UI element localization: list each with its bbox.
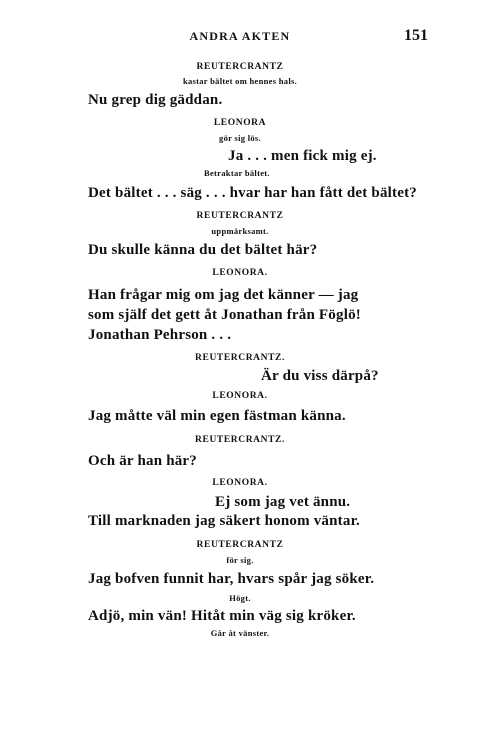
speaker-name: REUTERCRANTZ [196,540,284,550]
verse-line: Jag måtte väl min egen fästman känna. [88,408,346,424]
speaker-name: REUTERCRANTZ [196,211,284,221]
verse-line: Och är han här? [88,453,197,469]
stage-direction: för sig. [226,555,254,565]
speaker-name: REUTERCRANTZ [196,62,284,72]
speaker-name: REUTERCRANTZ. [195,353,285,363]
stage-direction: gör sig lös. [219,133,261,143]
speaker-name: LEONORA [213,118,267,128]
verse-line: Är du viss därpå? [261,368,379,384]
verse-line: Till marknaden jag säkert honom väntar. [88,513,360,529]
stage-direction: Betraktar bältet. [204,168,270,178]
verse-line: Ja . . . men fick mig ej. [228,148,377,164]
stage-direction: Högt. [229,593,251,603]
page-number: 151 [404,27,428,44]
verse-line: Nu grep dig gäddan. [88,92,223,108]
stage-direction: Går åt vänster. [210,628,270,638]
verse-line: Adjö, min vän! Hitåt min väg sig kröker. [88,608,356,624]
speaker-name: LEONORA. [212,478,268,488]
verse-line: Jag bofven funnit har, hvars spår jag söker. [88,571,375,587]
stage-direction: uppmärksamt. [211,226,269,236]
running-title: ANDRA AKTEN [189,29,291,43]
speaker-name: REUTERCRANTZ. [195,435,285,445]
verse-line: Det bältet . . . säg . . . hvar har han fått det bältet? [88,185,417,201]
stage-direction: kastar bältet om hennes hals. [182,76,298,86]
speaker-name: LEONORA. [212,268,268,278]
verse-line: Du skulle känna du det bältet här? [88,242,318,258]
speaker-name: LEONORA. [212,391,268,401]
verse-line: Jonathan Pehrson . . . [88,327,232,343]
verse-line: Ej som jag vet ännu. [215,494,351,510]
verse-line: som själf det gett åt Jonathan från Föglö! [88,307,361,323]
verse-line: Han frågar mig om jag det känner — jag [88,287,359,303]
